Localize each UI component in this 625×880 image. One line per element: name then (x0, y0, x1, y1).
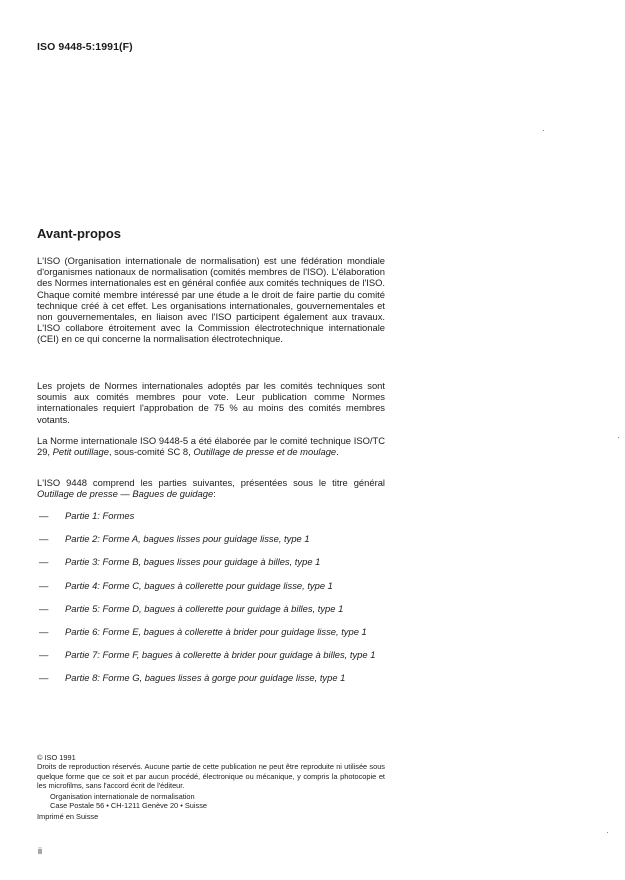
p3-end: . (336, 446, 339, 458)
copyright-line: © ISO 1991 (37, 753, 76, 762)
p3-italic-press-tools: Outillage de presse et de moulage (193, 446, 337, 458)
list-item (37, 603, 385, 614)
list-item (37, 580, 385, 591)
list-item (37, 626, 385, 637)
p4-lead: L'ISO 9448 comprend les parties suivantes, présentées sous le titre général (37, 477, 385, 488)
part-2: Partie 2: Forme A, bagues lisses pour guidage lisse, type 1 (65, 533, 310, 545)
list-dash: — (39, 649, 49, 661)
document-identifier: ISO 9448-5:1991(F) (37, 41, 133, 53)
printed-in: Imprimé en Suisse (37, 812, 99, 822)
page-number: ii (38, 846, 42, 856)
list-item (37, 556, 385, 567)
foreword-title: Avant-propos (37, 226, 122, 241)
list-dash: — (39, 556, 49, 568)
list-item (37, 533, 385, 544)
part-6: Partie 6: Forme E, bagues à collerette à brider pour guidage lisse, type 1 (65, 626, 367, 638)
part-5: Partie 5: Forme D, bagues à collerette pour guidage à billes, type 1 (65, 602, 344, 614)
foreword-paragraph-3 (37, 435, 385, 457)
organization-name: Organisation internationale de normalisation (50, 791, 195, 801)
p4-italic-general-title: Outillage de presse — Bagues de guidage (37, 488, 214, 500)
rights-notice: Droits de reproduction réservés. Aucune partie de cette publication ne peut être reproduite ni utilisée sous quelque forme que ce soit et par aucun procédé, électronique ou mécanique, y compris la photocopie et les microfilms, sans l'accord écrit de l'éditeur. (37, 762, 385, 791)
list-item (37, 510, 385, 521)
p3-mid: , sous-comité SC 8, (108, 446, 194, 458)
scan-speck (543, 130, 544, 131)
list-dash: — (39, 626, 49, 638)
foreword-paragraph-1: L'ISO (Organisation internationale de normalisation) est une fédération mondiale d'organismes nationaux de normalisation (comités membres de l'ISO). L'élaboration des Normes internationales est en général confiée aux comités techniques de l'ISO. Chaque comité membre intéressé par une étude a le droit de faire partie du comité technique créé à cet effet. Les organisations internationales, gouvernementales et non gouvernementales, en liaison avec l'ISO participent également aux travaux. L'ISO collabore étroitement avec la Commission électrotechnique internationale (CEI) en ce qui concerne la normalisation électrotechnique. (37, 255, 385, 345)
part-3: Partie 3: Forme B, bagues lisses pour guidage à billes, type 1 (65, 556, 321, 568)
list-dash: — (39, 672, 49, 684)
scan-speck (607, 832, 608, 833)
p3-lead: La Norme internationale ISO 9448-5 a été élaborée par le comité technique ISO/TC 29, (37, 435, 385, 458)
list-item (37, 672, 385, 683)
foreword-paragraph-4 (37, 477, 385, 499)
organization-block (37, 792, 385, 811)
list-item (37, 649, 385, 660)
parts-list (37, 510, 385, 696)
organization-address: Case Postale 56 • CH-1211 Genève 20 • Suisse (50, 801, 208, 811)
part-7: Partie 7: Forme F, bagues à collerette à brider pour guidage à billes, type 1 (65, 649, 376, 661)
p3-italic-small-tools: Petit outillage (52, 446, 109, 458)
part-1: Partie 1: Formes (65, 510, 135, 521)
list-dash: — (39, 602, 49, 614)
scan-speck (618, 437, 619, 438)
part-8: Partie 8: Forme G, bagues lisses à gorge pour guidage lisse, type 1 (65, 672, 346, 684)
p4-end: : (213, 488, 216, 500)
copyright-footer (37, 753, 385, 822)
foreword-paragraph-2: Les projets de Normes internationales adoptés par les comités techniques sont soumis aux comités membres pour vote. Leur publication comme Normes internationales requiert l'approbation de 75 % au moins des comités membres votants. (37, 380, 385, 425)
list-dash: — (39, 510, 49, 521)
list-dash: — (39, 579, 49, 591)
list-dash: — (39, 533, 49, 545)
part-4: Partie 4: Forme C, bagues à collerette pour guidage lisse, type 1 (65, 579, 333, 591)
